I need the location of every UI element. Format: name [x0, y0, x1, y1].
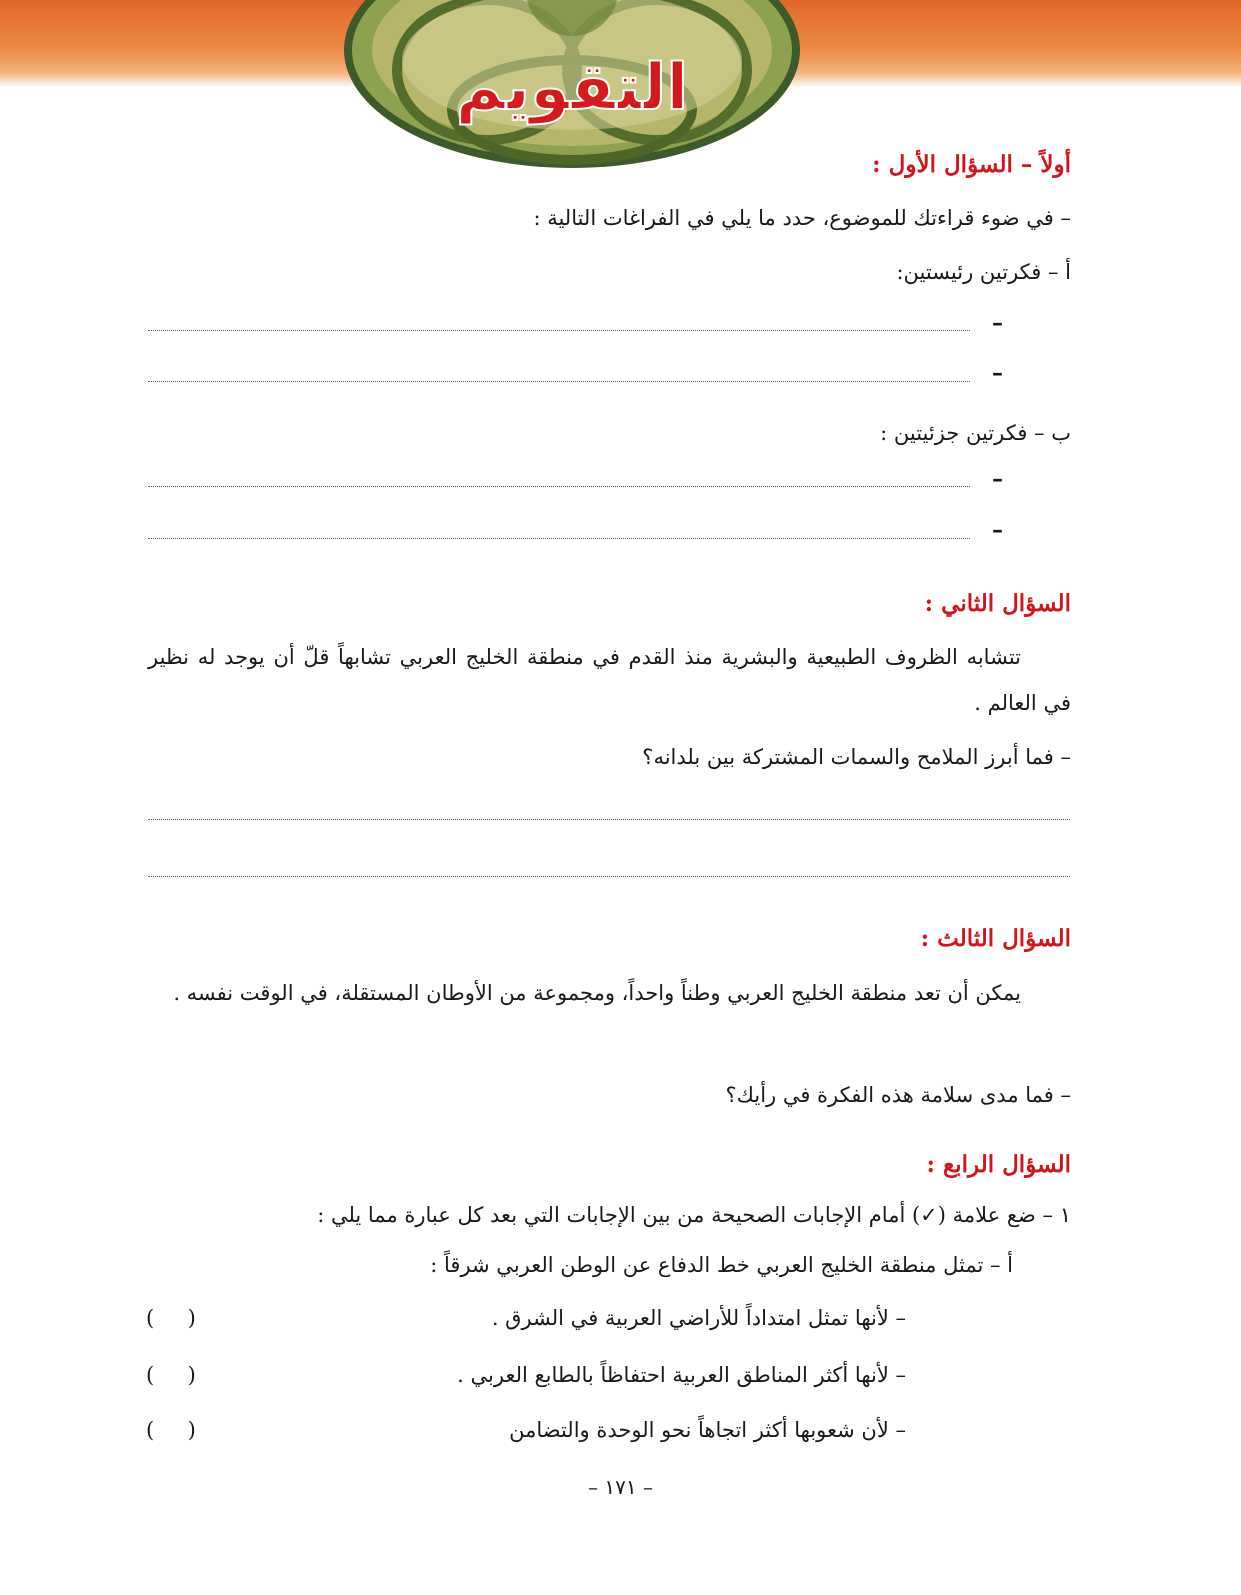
q3-paragraph: يمكن أن تعد منطقة الخليج العربي وطناً واحداً، ومجموعة من الأوطان المستقلة، في الوقت نفسه .	[173, 981, 1021, 1005]
q2-heading: السؤال الثاني :	[924, 590, 1071, 617]
answer-dash: –	[992, 466, 1003, 492]
q1-part-a-label: أ – فكرتين رئيستين:	[896, 260, 1071, 284]
answer-dash: –	[992, 310, 1003, 336]
answer-blank-line[interactable]	[148, 381, 970, 382]
answer-checkbox[interactable]: ( )	[146, 1418, 196, 1442]
answer-dash: –	[992, 517, 1003, 543]
q2-question: – فما أبرز الملامح والسمات المشتركة بين بلدانه؟	[642, 745, 1071, 769]
q4-instruction: ١ – ضع علامة (✓) أمام الإجابات الصحيحة من بين الإجابات التي بعد كل عبارة مما يلي :	[317, 1203, 1071, 1227]
answer-dash: –	[992, 360, 1003, 386]
option-text: – لأنها تمثل امتداداً للأراضي العربية في الشرق .	[491, 1306, 906, 1330]
q3-heading: السؤال الثالث :	[920, 925, 1071, 952]
q1-heading: أولاً – السؤال الأول :	[872, 151, 1071, 178]
answer-blank-line[interactable]	[148, 486, 970, 487]
q1-instruction: – في ضوء قراءتك للموضوع، حدد ما يلي في الفراغات التالية :	[533, 206, 1071, 230]
option-text: – لأن شعوبها أكثر اتجاهاً نحو الوحدة والتضامن	[509, 1418, 906, 1442]
answer-blank-line[interactable]	[148, 538, 970, 539]
option-text: – لأنها أكثر المناطق العربية احتفاظاً بالطابع العربي .	[457, 1363, 906, 1387]
q4-heading: السؤال الرابع :	[926, 1151, 1071, 1178]
answer-blank-line[interactable]	[148, 876, 1070, 877]
q1-part-b-label: ب – فكرتين جزئيتين :	[880, 421, 1071, 445]
q3-question: – فما مدى سلامة هذه الفكرة في رأيك؟	[725, 1083, 1071, 1107]
page-number: – ١٧١ –	[588, 1475, 653, 1499]
answer-blank-line[interactable]	[148, 330, 970, 331]
q4-sub-a: أ – تمثل منطقة الخليج العربي خط الدفاع عن الوطن العربي شرقاً :	[430, 1253, 1013, 1277]
answer-checkbox[interactable]: ( )	[146, 1306, 196, 1330]
banner-emblem	[337, 0, 807, 170]
banner-title: التقويم	[455, 51, 689, 125]
q2-paragraph: تتشابه الظروف الطبيعية والبشرية منذ القدم في منطقة الخليج العربي تشابهاً قلّ أن يوجد له نظير في العالم .	[148, 645, 1071, 715]
answer-blank-line[interactable]	[148, 819, 1070, 820]
answer-checkbox[interactable]: ( )	[146, 1363, 196, 1387]
